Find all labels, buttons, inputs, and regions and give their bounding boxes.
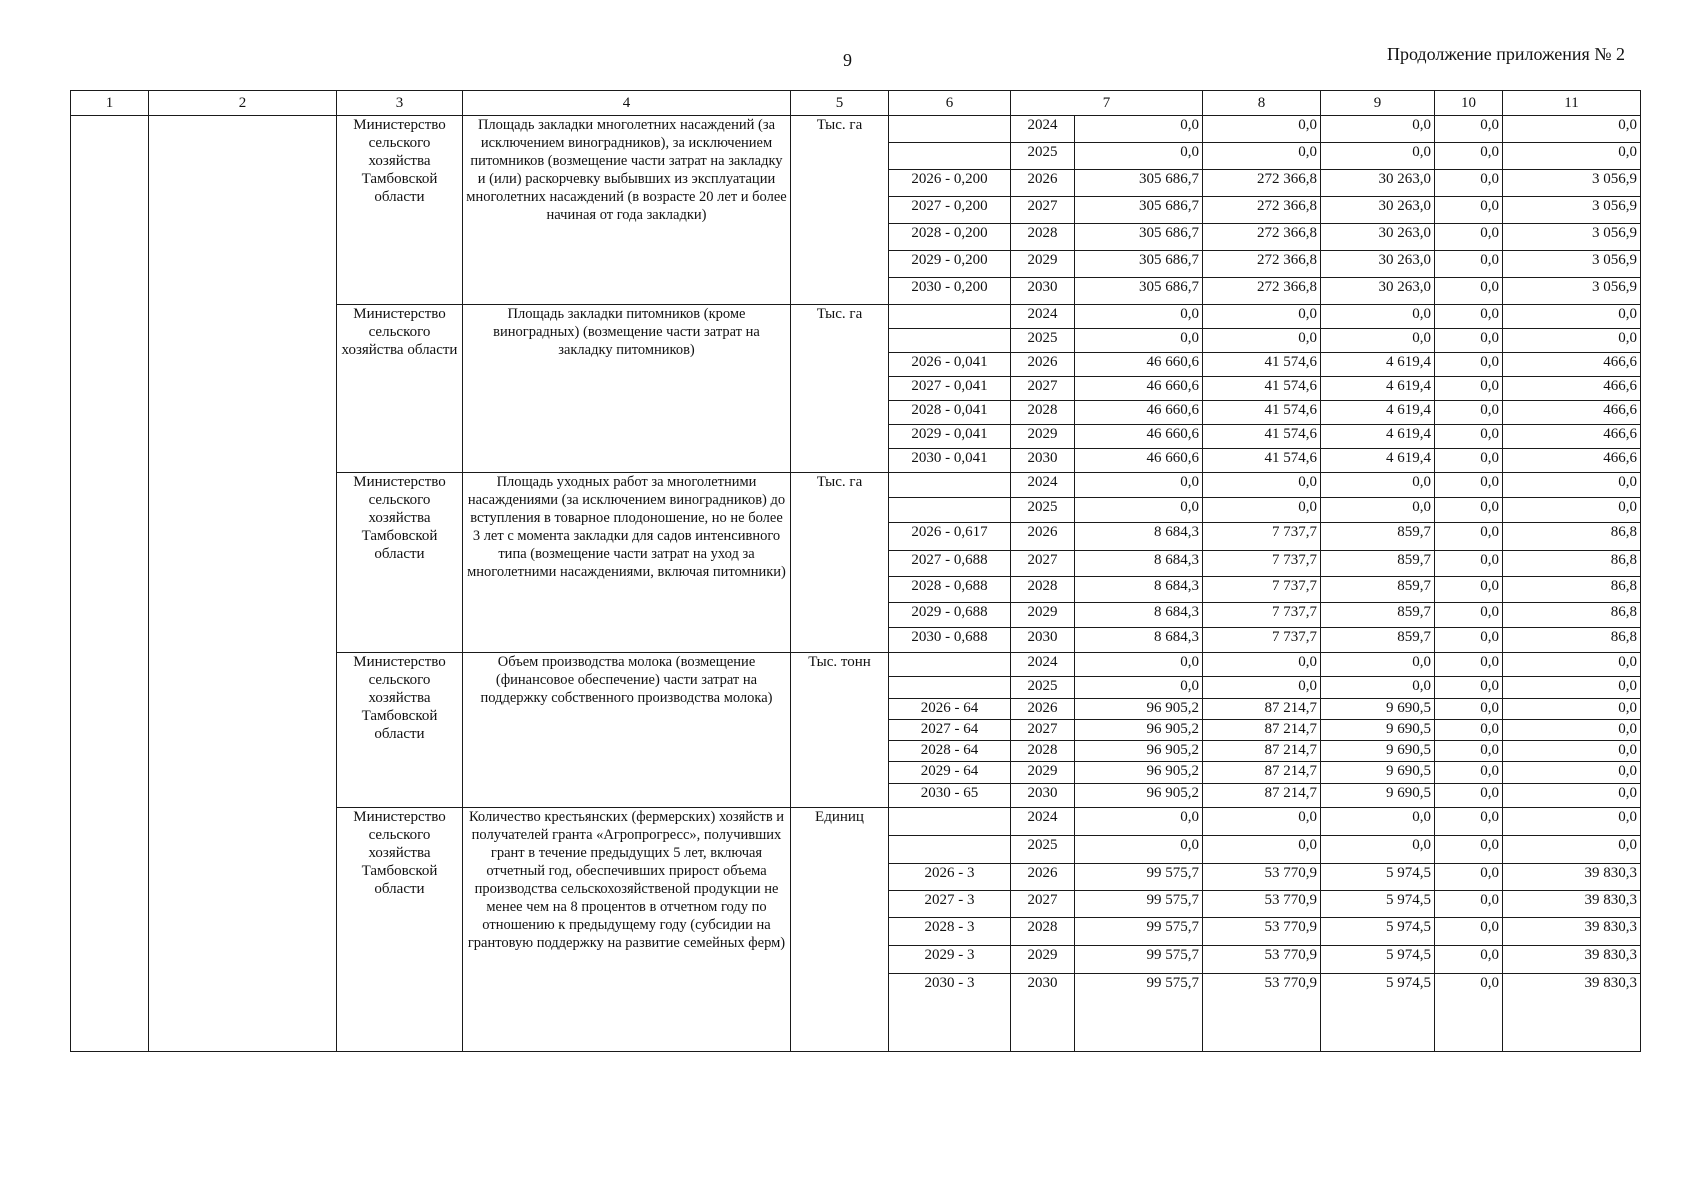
local-budget-amount: 0,0 [1435, 836, 1503, 864]
target-value: 2028 - 0,688 [889, 577, 1011, 603]
regional-budget-amount: 0,0 [1321, 677, 1435, 699]
total-amount: 96 905,2 [1075, 762, 1203, 784]
target-value [889, 836, 1011, 864]
responsible-ministry: Министерство сельского хозяйства Тамбовской области [337, 116, 463, 305]
extrabudgetary-amount: 466,6 [1503, 377, 1641, 401]
extrabudgetary-amount: 3 056,9 [1503, 224, 1641, 251]
target-value: 2027 - 0,688 [889, 551, 1011, 577]
year-cell: 2029 [1011, 762, 1075, 784]
local-budget-amount: 0,0 [1435, 762, 1503, 784]
total-amount: 8 684,3 [1075, 577, 1203, 603]
extrabudgetary-amount: 39 830,3 [1503, 918, 1641, 946]
total-amount: 8 684,3 [1075, 603, 1203, 628]
year-cell: 2027 [1011, 551, 1075, 577]
local-budget-amount: 0,0 [1435, 677, 1503, 699]
federal-budget-amount: 87 214,7 [1203, 784, 1321, 808]
table-row [71, 116, 1641, 143]
extrabudgetary-amount: 0,0 [1503, 699, 1641, 720]
column-number: 6 [889, 91, 1011, 116]
column-number: 11 [1503, 91, 1641, 116]
target-value: 2030 - 3 [889, 974, 1011, 1052]
federal-budget-amount: 53 770,9 [1203, 974, 1321, 1052]
target-value [889, 498, 1011, 523]
local-budget-amount: 0,0 [1435, 551, 1503, 577]
target-value: 2028 - 0,200 [889, 224, 1011, 251]
target-value: 2026 - 3 [889, 864, 1011, 891]
year-cell: 2026 [1011, 699, 1075, 720]
target-value: 2029 - 64 [889, 762, 1011, 784]
federal-budget-amount: 87 214,7 [1203, 741, 1321, 762]
regional-budget-amount: 859,7 [1321, 523, 1435, 551]
total-amount: 8 684,3 [1075, 551, 1203, 577]
total-amount: 99 575,7 [1075, 946, 1203, 974]
extrabudgetary-amount: 0,0 [1503, 720, 1641, 741]
total-amount: 305 686,7 [1075, 224, 1203, 251]
federal-budget-amount: 41 574,6 [1203, 353, 1321, 377]
extrabudgetary-amount: 3 056,9 [1503, 278, 1641, 305]
regional-budget-amount: 0,0 [1321, 498, 1435, 523]
regional-budget-amount: 4 619,4 [1321, 401, 1435, 425]
regional-budget-amount: 4 619,4 [1321, 353, 1435, 377]
responsible-ministry: Министерство сельского хозяйства Тамбовской области [337, 808, 463, 1052]
year-cell: 2024 [1011, 653, 1075, 677]
column-number: 5 [791, 91, 889, 116]
target-value [889, 653, 1011, 677]
federal-budget-amount: 53 770,9 [1203, 946, 1321, 974]
federal-budget-amount: 0,0 [1203, 808, 1321, 836]
regional-budget-amount: 30 263,0 [1321, 224, 1435, 251]
total-amount: 0,0 [1075, 808, 1203, 836]
indicator-description: Объем производства молока (возмещение (финансовое обеспечение) части затрат на поддержку собственного производства молока) [463, 653, 791, 808]
target-value: 2029 - 0,041 [889, 425, 1011, 449]
year-cell: 2025 [1011, 677, 1075, 699]
year-cell: 2026 [1011, 353, 1075, 377]
regional-budget-amount: 9 690,5 [1321, 762, 1435, 784]
extrabudgetary-amount: 86,8 [1503, 523, 1641, 551]
year-cell: 2030 [1011, 278, 1075, 305]
target-value [889, 677, 1011, 699]
extrabudgetary-amount: 0,0 [1503, 762, 1641, 784]
extrabudgetary-amount: 0,0 [1503, 498, 1641, 523]
local-budget-amount: 0,0 [1435, 653, 1503, 677]
local-budget-amount: 0,0 [1435, 377, 1503, 401]
total-amount: 46 660,6 [1075, 401, 1203, 425]
unit-of-measure: Тыс. тонн [791, 653, 889, 808]
year-cell: 2030 [1011, 784, 1075, 808]
unit-of-measure: Тыс. га [791, 116, 889, 305]
year-cell: 2029 [1011, 251, 1075, 278]
local-budget-amount: 0,0 [1435, 523, 1503, 551]
regional-budget-amount: 0,0 [1321, 808, 1435, 836]
target-value: 2027 - 0,041 [889, 377, 1011, 401]
regional-budget-amount: 9 690,5 [1321, 784, 1435, 808]
federal-budget-amount: 0,0 [1203, 473, 1321, 498]
federal-budget-amount: 87 214,7 [1203, 762, 1321, 784]
extrabudgetary-amount: 86,8 [1503, 577, 1641, 603]
total-amount: 96 905,2 [1075, 720, 1203, 741]
year-cell: 2026 [1011, 523, 1075, 551]
total-amount: 46 660,6 [1075, 353, 1203, 377]
year-cell: 2025 [1011, 329, 1075, 353]
federal-budget-amount: 0,0 [1203, 143, 1321, 170]
total-amount: 0,0 [1075, 305, 1203, 329]
responsible-ministry: Министерство сельского хозяйства Тамбовской области [337, 653, 463, 808]
federal-budget-amount: 272 366,8 [1203, 251, 1321, 278]
local-budget-amount: 0,0 [1435, 720, 1503, 741]
column-number: 2 [149, 91, 337, 116]
local-budget-amount: 0,0 [1435, 864, 1503, 891]
local-budget-amount: 0,0 [1435, 143, 1503, 170]
federal-budget-amount: 0,0 [1203, 653, 1321, 677]
indicator-description: Площадь уходных работ за многолетними насаждениями (за исключением виноградников) до вступления в товарное плодоношение, но не более 3 лет с момента закладки для садов интенсивного типа (возмещение части затрат на уход за многолетними насаждениями, включая питомники) [463, 473, 791, 653]
regional-budget-amount: 5 974,5 [1321, 891, 1435, 918]
extrabudgetary-amount: 0,0 [1503, 305, 1641, 329]
federal-budget-amount: 272 366,8 [1203, 224, 1321, 251]
year-cell: 2028 [1011, 918, 1075, 946]
regional-budget-amount: 0,0 [1321, 473, 1435, 498]
col-2-cell [149, 116, 337, 1052]
year-cell: 2026 [1011, 864, 1075, 891]
local-budget-amount: 0,0 [1435, 278, 1503, 305]
local-budget-amount: 0,0 [1435, 577, 1503, 603]
year-cell: 2028 [1011, 224, 1075, 251]
regional-budget-amount: 859,7 [1321, 628, 1435, 653]
year-cell: 2028 [1011, 741, 1075, 762]
year-cell: 2028 [1011, 401, 1075, 425]
total-amount: 305 686,7 [1075, 251, 1203, 278]
federal-budget-amount: 0,0 [1203, 677, 1321, 699]
total-amount: 0,0 [1075, 143, 1203, 170]
federal-budget-amount: 7 737,7 [1203, 603, 1321, 628]
local-budget-amount: 0,0 [1435, 116, 1503, 143]
federal-budget-amount: 272 366,8 [1203, 170, 1321, 197]
total-amount: 99 575,7 [1075, 974, 1203, 1052]
extrabudgetary-amount: 0,0 [1503, 836, 1641, 864]
target-value: 2028 - 3 [889, 918, 1011, 946]
total-amount: 96 905,2 [1075, 741, 1203, 762]
year-cell: 2030 [1011, 974, 1075, 1052]
federal-budget-amount: 41 574,6 [1203, 449, 1321, 473]
column-number: 1 [71, 91, 149, 116]
target-value [889, 143, 1011, 170]
extrabudgetary-amount: 86,8 [1503, 628, 1641, 653]
total-amount: 0,0 [1075, 836, 1203, 864]
local-budget-amount: 0,0 [1435, 699, 1503, 720]
extrabudgetary-amount: 3 056,9 [1503, 197, 1641, 224]
regional-budget-amount: 5 974,5 [1321, 918, 1435, 946]
total-amount: 99 575,7 [1075, 891, 1203, 918]
indicator-description: Площадь закладки многолетних насаждений (за исключением виноградников), за исключением питомников (возмещение части затрат на закладку и (или) раскорчевку выбывших из эксплуатации многолетних насаждений (в возрасте 20 лет и более начиная от года закладки) [463, 116, 791, 305]
federal-budget-amount: 0,0 [1203, 305, 1321, 329]
extrabudgetary-amount: 0,0 [1503, 784, 1641, 808]
total-amount: 0,0 [1075, 116, 1203, 143]
year-cell: 2026 [1011, 170, 1075, 197]
column-number: 3 [337, 91, 463, 116]
regional-budget-amount: 859,7 [1321, 603, 1435, 628]
year-cell: 2024 [1011, 808, 1075, 836]
target-value [889, 305, 1011, 329]
target-value: 2029 - 0,688 [889, 603, 1011, 628]
federal-budget-amount: 87 214,7 [1203, 699, 1321, 720]
local-budget-amount: 0,0 [1435, 473, 1503, 498]
total-amount: 305 686,7 [1075, 170, 1203, 197]
total-amount: 46 660,6 [1075, 425, 1203, 449]
extrabudgetary-amount: 39 830,3 [1503, 946, 1641, 974]
local-budget-amount: 0,0 [1435, 224, 1503, 251]
year-cell: 2027 [1011, 377, 1075, 401]
total-amount: 99 575,7 [1075, 864, 1203, 891]
federal-budget-amount: 272 366,8 [1203, 278, 1321, 305]
target-value: 2027 - 64 [889, 720, 1011, 741]
extrabudgetary-amount: 39 830,3 [1503, 891, 1641, 918]
regional-budget-amount: 30 263,0 [1321, 251, 1435, 278]
target-value: 2026 - 0,617 [889, 523, 1011, 551]
local-budget-amount: 0,0 [1435, 918, 1503, 946]
target-value: 2027 - 3 [889, 891, 1011, 918]
year-cell: 2027 [1011, 197, 1075, 224]
federal-budget-amount: 53 770,9 [1203, 918, 1321, 946]
target-value: 2030 - 0,200 [889, 278, 1011, 305]
year-cell: 2025 [1011, 498, 1075, 523]
column-number: 10 [1435, 91, 1503, 116]
local-budget-amount: 0,0 [1435, 425, 1503, 449]
unit-of-measure: Тыс. га [791, 473, 889, 653]
extrabudgetary-amount: 0,0 [1503, 808, 1641, 836]
year-cell: 2025 [1011, 836, 1075, 864]
local-budget-amount: 0,0 [1435, 808, 1503, 836]
local-budget-amount: 0,0 [1435, 449, 1503, 473]
extrabudgetary-amount: 0,0 [1503, 116, 1641, 143]
regional-budget-amount: 859,7 [1321, 551, 1435, 577]
regional-budget-amount: 4 619,4 [1321, 377, 1435, 401]
table-body [71, 116, 1641, 1052]
regional-budget-amount: 5 974,5 [1321, 864, 1435, 891]
federal-budget-amount: 41 574,6 [1203, 401, 1321, 425]
extrabudgetary-amount: 0,0 [1503, 473, 1641, 498]
extrabudgetary-amount: 39 830,3 [1503, 864, 1641, 891]
local-budget-amount: 0,0 [1435, 353, 1503, 377]
year-cell: 2028 [1011, 577, 1075, 603]
regional-budget-amount: 0,0 [1321, 305, 1435, 329]
local-budget-amount: 0,0 [1435, 946, 1503, 974]
column-number: 8 [1203, 91, 1321, 116]
regional-budget-amount: 0,0 [1321, 836, 1435, 864]
total-amount: 46 660,6 [1075, 377, 1203, 401]
local-budget-amount: 0,0 [1435, 974, 1503, 1052]
local-budget-amount: 0,0 [1435, 401, 1503, 425]
year-cell: 2025 [1011, 143, 1075, 170]
regional-budget-amount: 30 263,0 [1321, 278, 1435, 305]
target-value: 2026 - 64 [889, 699, 1011, 720]
total-amount: 305 686,7 [1075, 197, 1203, 224]
local-budget-amount: 0,0 [1435, 784, 1503, 808]
total-amount: 8 684,3 [1075, 523, 1203, 551]
year-cell: 2029 [1011, 425, 1075, 449]
regional-budget-amount: 4 619,4 [1321, 449, 1435, 473]
extrabudgetary-amount: 0,0 [1503, 329, 1641, 353]
local-budget-amount: 0,0 [1435, 197, 1503, 224]
total-amount: 96 905,2 [1075, 699, 1203, 720]
target-value: 2030 - 65 [889, 784, 1011, 808]
total-amount: 99 575,7 [1075, 918, 1203, 946]
total-amount: 0,0 [1075, 653, 1203, 677]
year-cell: 2024 [1011, 116, 1075, 143]
federal-budget-amount: 41 574,6 [1203, 425, 1321, 449]
responsible-ministry: Министерство сельского хозяйства области [337, 305, 463, 473]
year-cell: 2027 [1011, 720, 1075, 741]
local-budget-amount: 0,0 [1435, 603, 1503, 628]
target-value [889, 329, 1011, 353]
total-amount: 305 686,7 [1075, 278, 1203, 305]
extrabudgetary-amount: 86,8 [1503, 603, 1641, 628]
extrabudgetary-amount: 0,0 [1503, 143, 1641, 170]
target-value: 2027 - 0,200 [889, 197, 1011, 224]
regional-budget-amount: 9 690,5 [1321, 720, 1435, 741]
local-budget-amount: 0,0 [1435, 251, 1503, 278]
federal-budget-amount: 272 366,8 [1203, 197, 1321, 224]
total-amount: 0,0 [1075, 498, 1203, 523]
target-value: 2029 - 3 [889, 946, 1011, 974]
federal-budget-amount: 7 737,7 [1203, 577, 1321, 603]
federal-budget-amount: 87 214,7 [1203, 720, 1321, 741]
year-cell: 2027 [1011, 891, 1075, 918]
federal-budget-amount: 0,0 [1203, 116, 1321, 143]
extrabudgetary-amount: 0,0 [1503, 741, 1641, 762]
extrabudgetary-amount: 3 056,9 [1503, 251, 1641, 278]
target-value [889, 808, 1011, 836]
target-value: 2030 - 0,041 [889, 449, 1011, 473]
local-budget-amount: 0,0 [1435, 329, 1503, 353]
regional-budget-amount: 0,0 [1321, 143, 1435, 170]
year-cell: 2029 [1011, 603, 1075, 628]
year-cell: 2030 [1011, 628, 1075, 653]
indicators-table [70, 90, 1641, 1052]
regional-budget-amount: 859,7 [1321, 577, 1435, 603]
local-budget-amount: 0,0 [1435, 741, 1503, 762]
federal-budget-amount: 41 574,6 [1203, 377, 1321, 401]
extrabudgetary-amount: 466,6 [1503, 449, 1641, 473]
year-cell: 2024 [1011, 473, 1075, 498]
extrabudgetary-amount: 86,8 [1503, 551, 1641, 577]
federal-budget-amount: 0,0 [1203, 498, 1321, 523]
extrabudgetary-amount: 3 056,9 [1503, 170, 1641, 197]
responsible-ministry: Министерство сельского хозяйства Тамбовской области [337, 473, 463, 653]
federal-budget-amount: 7 737,7 [1203, 523, 1321, 551]
federal-budget-amount: 53 770,9 [1203, 864, 1321, 891]
regional-budget-amount: 0,0 [1321, 116, 1435, 143]
total-amount: 46 660,6 [1075, 449, 1203, 473]
indicator-description: Площадь закладки питомников (кроме виноградных) (возмещение части затрат на закладку питомников) [463, 305, 791, 473]
extrabudgetary-amount: 0,0 [1503, 677, 1641, 699]
year-cell: 2030 [1011, 449, 1075, 473]
regional-budget-amount: 9 690,5 [1321, 741, 1435, 762]
local-budget-amount: 0,0 [1435, 305, 1503, 329]
total-amount: 0,0 [1075, 329, 1203, 353]
column-number: 9 [1321, 91, 1435, 116]
extrabudgetary-amount: 466,6 [1503, 401, 1641, 425]
total-amount: 8 684,3 [1075, 628, 1203, 653]
unit-of-measure: Тыс. га [791, 305, 889, 473]
target-value: 2026 - 0,041 [889, 353, 1011, 377]
target-value: 2030 - 0,688 [889, 628, 1011, 653]
target-value: 2026 - 0,200 [889, 170, 1011, 197]
column-number-row [71, 91, 1641, 116]
target-value: 2028 - 64 [889, 741, 1011, 762]
local-budget-amount: 0,0 [1435, 170, 1503, 197]
target-value [889, 116, 1011, 143]
total-amount: 96 905,2 [1075, 784, 1203, 808]
target-value [889, 473, 1011, 498]
year-cell: 2029 [1011, 946, 1075, 974]
page-number: 9 [843, 50, 852, 70]
regional-budget-amount: 4 619,4 [1321, 425, 1435, 449]
regional-budget-amount: 30 263,0 [1321, 170, 1435, 197]
year-cell: 2024 [1011, 305, 1075, 329]
column-number: 7 [1011, 91, 1203, 116]
target-value: 2029 - 0,200 [889, 251, 1011, 278]
regional-budget-amount: 9 690,5 [1321, 699, 1435, 720]
local-budget-amount: 0,0 [1435, 628, 1503, 653]
regional-budget-amount: 5 974,5 [1321, 974, 1435, 1052]
local-budget-amount: 0,0 [1435, 498, 1503, 523]
appendix-header: Продолжение приложения № 2 [1386, 44, 1625, 64]
regional-budget-amount: 30 263,0 [1321, 197, 1435, 224]
column-number: 4 [463, 91, 791, 116]
target-value: 2028 - 0,041 [889, 401, 1011, 425]
indicator-description: Количество крестьянских (фермерских) хозяйств и получателей гранта «Агропрогресс», получивших грант в течение предыдущих 5 лет, включая отчетный год, обеспечивших прирост объема производства сельскохозяйственой продукции не менее чем на 8 процентов в отчетном году по отношению к предыдущему году (субсидии на грантовую поддержку на развитие семейных ферм) [463, 808, 791, 1052]
federal-budget-amount: 0,0 [1203, 329, 1321, 353]
extrabudgetary-amount: 466,6 [1503, 353, 1641, 377]
regional-budget-amount: 5 974,5 [1321, 946, 1435, 974]
federal-budget-amount: 7 737,7 [1203, 551, 1321, 577]
federal-budget-amount: 7 737,7 [1203, 628, 1321, 653]
regional-budget-amount: 0,0 [1321, 329, 1435, 353]
local-budget-amount: 0,0 [1435, 891, 1503, 918]
col-1-cell [71, 116, 149, 1052]
regional-budget-amount: 0,0 [1321, 653, 1435, 677]
total-amount: 0,0 [1075, 473, 1203, 498]
unit-of-measure: Единиц [791, 808, 889, 1052]
federal-budget-amount: 0,0 [1203, 836, 1321, 864]
federal-budget-amount: 53 770,9 [1203, 891, 1321, 918]
total-amount: 0,0 [1075, 677, 1203, 699]
extrabudgetary-amount: 466,6 [1503, 425, 1641, 449]
extrabudgetary-amount: 39 830,3 [1503, 974, 1641, 1052]
extrabudgetary-amount: 0,0 [1503, 653, 1641, 677]
